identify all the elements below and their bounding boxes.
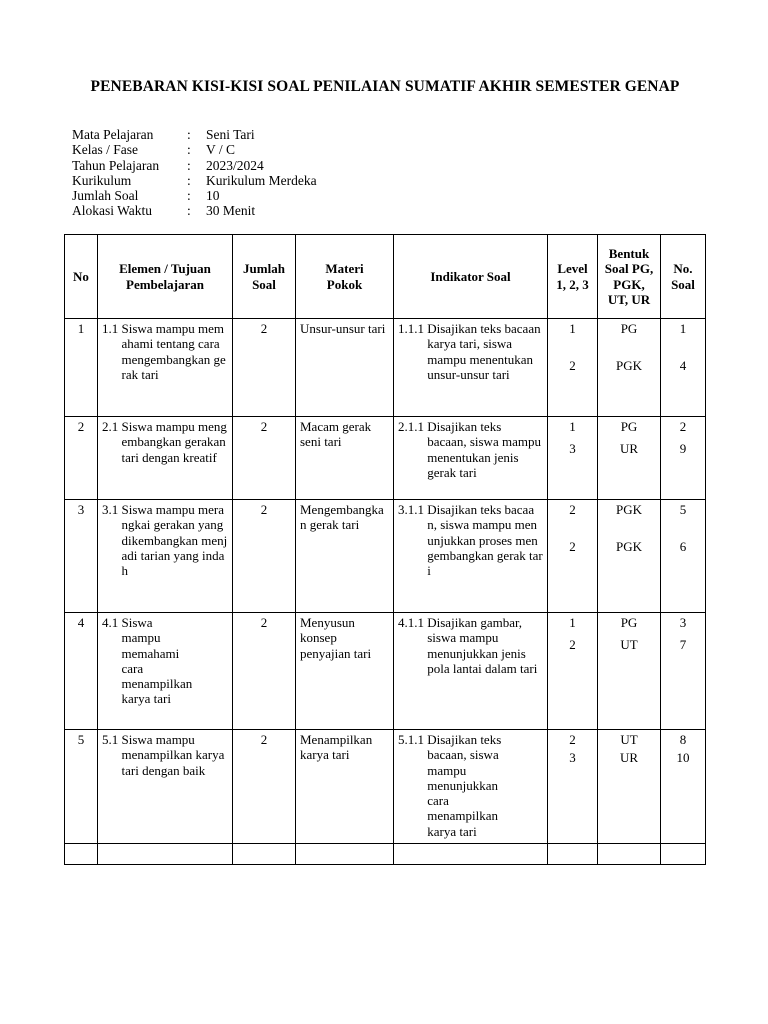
meta-row — [72, 127, 317, 142]
bentuk-value: UT — [620, 637, 638, 653]
header-bentuk: Bentuk Soal PG, PGK, UT, UR — [598, 235, 661, 319]
indikator-cell — [394, 613, 547, 676]
meta-label: Jumlah Soal — [72, 188, 139, 204]
bentuk-cell — [598, 500, 660, 555]
row-no: 4 — [77, 615, 85, 630]
level-cell — [548, 500, 597, 555]
empty-row — [65, 844, 706, 865]
meta-label: Kurikulum — [72, 172, 132, 188]
nosoal-value: 9 — [679, 441, 687, 457]
elemen-text: Siswa mampu mengembangkan gerakan tari dengan kreatif — [121, 419, 227, 465]
nosoal-value: 3 — [679, 615, 687, 630]
elemen-cell — [98, 613, 232, 707]
elemen-cell — [98, 417, 232, 465]
row-no: 2 — [77, 419, 85, 434]
nosoal-cell — [661, 500, 705, 555]
indikator-text: Disajikan teks bacaan, siswa mampu menunjukkan cara menampilkan karya tari — [427, 732, 502, 839]
bentuk-value: UR — [619, 750, 639, 766]
indikator-text: Disajikan gambar, siswa mampu menunjukkan jenis pola lantai dalam tari — [427, 615, 538, 676]
elemen-number: 5.1 — [102, 732, 119, 747]
indikator-number: 5.1.1 — [398, 732, 424, 747]
nosoal-cell — [661, 613, 705, 653]
elemen-number: 1.1 — [102, 321, 119, 336]
document-title: PENEBARAN KISI-KISI SOAL PENILAIAN SUMATIF AKHIR SEMESTER GENAP — [90, 78, 680, 95]
meta-colon: : — [187, 157, 191, 173]
row-no: 3 — [77, 502, 85, 517]
header-nosoal: No. Soal — [661, 235, 706, 319]
header-materi: Materi Pokok — [296, 235, 394, 319]
jumlah-soal: 2 — [260, 615, 268, 630]
indikator-number: 1.1.1 — [398, 321, 424, 336]
meta-value: 2023/2024 — [206, 157, 264, 173]
level-value: 1 — [569, 419, 576, 434]
elemen-cell — [98, 500, 232, 578]
level-value: 3 — [569, 441, 576, 457]
nosoal-value: 1 — [679, 321, 687, 336]
meta-colon: : — [187, 203, 191, 219]
meta-label: Alokasi Waktu — [72, 203, 153, 219]
elemen-number: 4.1 — [102, 615, 119, 630]
meta-label: Kelas / Fase — [72, 142, 138, 158]
nosoal-value: 7 — [679, 637, 687, 653]
bentuk-value: PG — [620, 615, 638, 630]
bentuk-value: UR — [619, 441, 639, 457]
meta-row — [72, 188, 317, 203]
table-row — [65, 730, 706, 844]
bentuk-value: PGK — [615, 539, 642, 555]
meta-colon: : — [187, 142, 191, 158]
elemen-cell — [98, 319, 232, 382]
indikator-number: 2.1.1 — [398, 419, 424, 434]
nosoal-value: 8 — [679, 732, 687, 747]
indikator-cell — [394, 730, 547, 839]
elemen-number: 2.1 — [102, 419, 119, 434]
meta-row — [72, 142, 317, 157]
meta-row — [72, 203, 317, 218]
elemen-text: Siswa mampu memahami cara menampilkan karya tari — [121, 615, 193, 707]
jumlah-soal: 2 — [260, 321, 268, 336]
level-value: 2 — [569, 502, 576, 517]
nosoal-value: 5 — [679, 502, 687, 517]
jumlah-soal: 2 — [260, 419, 268, 434]
materi-pokok: Mengembangkan gerak tari — [300, 502, 384, 533]
materi-pokok: Macam gerak seni tari — [300, 419, 372, 450]
level-value: 2 — [569, 637, 576, 653]
indikator-text: Disajikan teks bacaan karya tari, siswa mampu menentukan unsur-unsur tari — [427, 321, 541, 382]
meta-row — [72, 158, 317, 173]
level-value: 1 — [569, 615, 576, 630]
indikator-cell — [394, 417, 547, 480]
header-indikator: Indikator Soal — [394, 235, 548, 319]
table-row — [65, 417, 706, 500]
indikator-text: Disajikan teks bacaan, siswa mampu menentukan jenis gerak tari — [427, 419, 541, 480]
bentuk-value: PGK — [615, 358, 642, 374]
level-value: 3 — [569, 750, 576, 766]
meta-colon: : — [187, 188, 191, 204]
bentuk-cell — [598, 613, 660, 653]
elemen-number: 3.1 — [102, 502, 119, 517]
elemen-text: Siswa mampu memahami tentang cara mengembangkan gerak tari — [121, 321, 226, 382]
header-jumlah: Jumlah Soal — [233, 235, 296, 319]
level-cell — [548, 417, 597, 457]
meta-value: V / C — [206, 142, 236, 158]
nosoal-cell — [661, 730, 705, 766]
indikator-number: 4.1.1 — [398, 615, 424, 630]
table-row — [65, 613, 706, 730]
level-value: 2 — [569, 539, 576, 555]
level-cell — [548, 730, 597, 766]
table-row — [65, 500, 706, 613]
bentuk-cell — [598, 319, 660, 374]
elemen-text: Siswa mampu menampilkan karya tari dengan baik — [121, 732, 225, 778]
bentuk-cell — [598, 730, 660, 766]
jumlah-soal: 2 — [260, 732, 268, 747]
meta-label: Tahun Pelajaran — [72, 157, 160, 173]
nosoal-value: 2 — [679, 419, 687, 434]
level-value: 1 — [569, 321, 576, 336]
nosoal-cell — [661, 417, 705, 457]
row-no: 5 — [77, 732, 85, 747]
level-cell — [548, 613, 597, 653]
jumlah-soal: 2 — [260, 502, 268, 517]
indikator-number: 3.1.1 — [398, 502, 424, 517]
header-no: No — [65, 235, 98, 319]
level-value: 2 — [569, 732, 576, 747]
bentuk-value: PG — [620, 321, 638, 336]
elemen-cell — [98, 730, 232, 778]
row-no: 1 — [77, 321, 85, 336]
header-row — [65, 235, 706, 319]
header-level: Level 1, 2, 3 — [548, 235, 598, 319]
meta-info — [72, 127, 317, 219]
indikator-cell — [394, 500, 547, 578]
nosoal-value: 4 — [679, 358, 687, 374]
meta-value: 10 — [206, 188, 220, 204]
meta-row — [72, 173, 317, 188]
meta-colon: : — [187, 127, 191, 142]
bentuk-cell — [598, 417, 660, 457]
indikator-cell — [394, 319, 547, 382]
meta-value: 30 Menit — [206, 203, 256, 219]
bentuk-value: UT — [620, 732, 638, 747]
table-row — [65, 319, 706, 417]
bentuk-value: PGK — [615, 502, 642, 517]
kisi-kisi-table — [64, 234, 706, 865]
nosoal-value: 10 — [676, 750, 690, 766]
elemen-text: Siswa mampu merangkai gerakan yang dikembangkan menjadi tarian yang indah — [121, 502, 228, 579]
header-elemen: Elemen / Tujuan Pembelajaran — [98, 235, 233, 319]
materi-pokok: Menampilkan karya tari — [300, 732, 373, 763]
materi-pokok: Unsur-unsur tari — [300, 321, 386, 336]
bentuk-value: PG — [620, 419, 638, 434]
indikator-text: Disajikan teks bacaan, siswa mampu menunjukkan proses mengembangkan gerak tari — [427, 502, 543, 579]
meta-label: Mata Pelajaran — [72, 127, 154, 142]
nosoal-cell — [661, 319, 705, 374]
level-value: 2 — [569, 358, 576, 374]
materi-pokok: Menyusun konsep penyajian tari — [300, 615, 372, 661]
level-cell — [548, 319, 597, 374]
nosoal-value: 6 — [679, 539, 687, 555]
meta-colon: : — [187, 172, 191, 188]
meta-value: Kurikulum Merdeka — [206, 172, 317, 188]
meta-value: Seni Tari — [206, 127, 255, 142]
